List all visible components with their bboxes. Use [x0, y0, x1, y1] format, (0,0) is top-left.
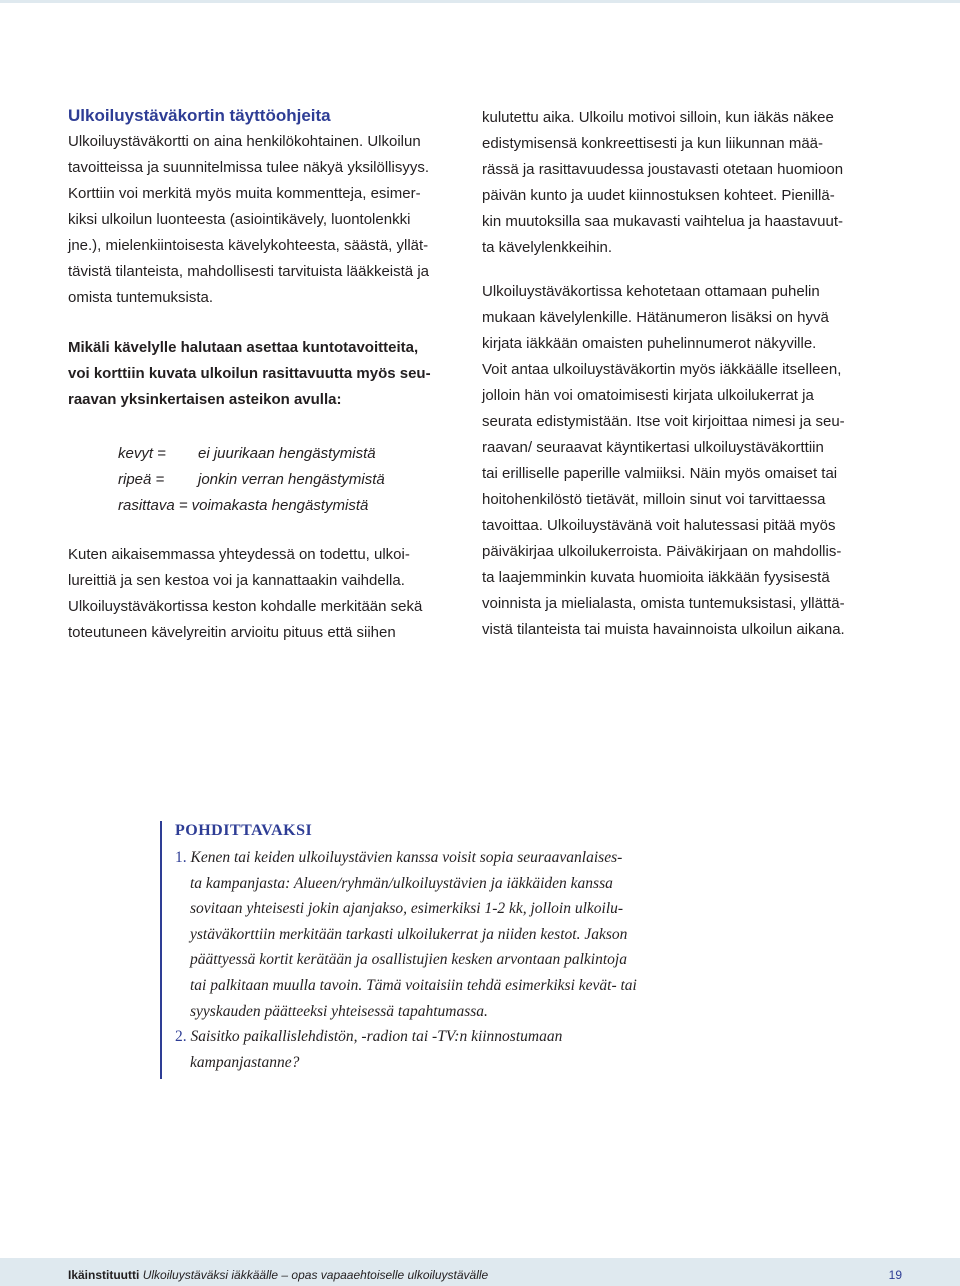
text-line: edistymisensä konkreettisesti ja kun liikunnan mää- — [482, 135, 823, 152]
text-line: tävistä tilanteista, mahdollisesti tarvituista lääkkeistä ja — [68, 263, 429, 280]
question-line: päättyessä kortit kerätään ja osallistujien kesken arvontaan palkintoja — [190, 951, 627, 969]
spacer — [482, 261, 882, 279]
text-line: jne.), mielenkiintoisesta kävelykohteesta, säästä, yllät- — [68, 237, 429, 254]
reflection-question — [175, 845, 735, 1024]
intro-paragraph — [68, 129, 468, 311]
question-number: 1. — [175, 849, 187, 866]
scale-row — [118, 493, 385, 519]
scale-term: ripeä = — [118, 471, 165, 488]
scale-term: rasittava = — [118, 497, 188, 514]
footer-publication-title: Ulkoiluystäväksi iäkkäälle – opas vapaaehtoiselle ulkoiluystävälle — [142, 1268, 489, 1282]
text-line: seurata edistymistään. Itse voit kirjoittaa nimesi ja seu- — [482, 413, 845, 430]
top-rule — [0, 0, 960, 3]
text-line: Ulkoiluystäväkortti on aina henkilökohtainen. Ulkoilun — [68, 133, 421, 150]
text-line: tavoittaa. Ulkoiluystävänä voit halutessasi pitää myös — [482, 517, 836, 534]
question-line: syyskauden päätteeksi yhteisessä tapahtumassa. — [190, 1002, 488, 1020]
text-line: Ulkoiluystäväkortissa keston kohdalle merkitään sekä — [68, 598, 423, 615]
text-line: tai erilliselle paperille valmiiksi. Näin myös omaiset tai — [482, 465, 838, 482]
reflection-question — [175, 1024, 735, 1075]
text-line: Kuten aikaisemmassa yhteydessä on todettu, ulkoi- — [68, 546, 410, 563]
phone-paragraph — [482, 279, 882, 643]
scale-row — [118, 467, 385, 493]
reflection-box — [160, 821, 735, 1079]
footer-brand: Ikäinstituutti — [68, 1268, 140, 1282]
text-line: jolloin hän voi omatoimisesti kirjata ulkoilukerrat ja — [482, 387, 814, 404]
question-line — [175, 1024, 735, 1050]
text-line: raavan yksinkertaisen asteikon avulla: — [68, 391, 342, 408]
footer-text — [68, 1268, 488, 1282]
text-line: Mikäli kävelylle halutaan asettaa kuntotavoitteita, — [68, 339, 419, 356]
text-line: mukaan kävelylenkille. Hätänumeron lisäksi on hyvä — [482, 309, 829, 326]
question-line — [175, 845, 735, 871]
question-line: ta kampanjasta: Alueen/ryhmän/ulkoiluystävien ja iäkkäiden kanssa — [190, 874, 613, 892]
text-line: lureittiä ja sen kestoa voi ja kannattaakin vaihdella. — [68, 572, 405, 589]
question-line: ystäväkorttiin merkitään tarkasti ulkoilukerrat ja niiden kestot. Jakson — [190, 925, 628, 943]
scale-description: jonkin verran hengästymistä — [198, 471, 385, 488]
reflection-title: POHDITTAVAKSI — [175, 822, 313, 839]
scale-description: voimakasta hengästymistä — [191, 497, 369, 514]
text-line: päiväkirjaa ulkoilukerroista. Päiväkirjaan on mahdollis- — [482, 543, 842, 560]
text-line: hoitohenkilöstö tietävät, milloin sinut voi tarvittaessa — [482, 491, 826, 508]
section-heading: Ulkoiluystäväkortin täyttöohjeita — [68, 106, 331, 125]
scale-row — [118, 441, 385, 467]
fitness-goal-paragraph — [68, 335, 468, 413]
scale-term: kevyt = — [118, 445, 166, 462]
question-text: Kenen tai keiden ulkoiluystävien kanssa voisit sopia seuraavanlaises- — [190, 849, 623, 866]
spacer — [68, 311, 468, 335]
scale-description: ei juurikaan hengästymistä — [198, 445, 376, 462]
text-line: toteutuneen kävelyreitin arvioitu pituus että siihen — [68, 624, 396, 641]
text-line: kirjata iäkkään omaisten puhelinnumerot näkyville. — [482, 335, 817, 352]
text-line: kiksi ulkoilun luonteesta (asiointikävely, luontolenkki — [68, 211, 411, 228]
left-column — [68, 103, 468, 413]
text-line: Korttiin voi merkitä myös muita kommentteja, esimer- — [68, 185, 421, 202]
question-line: sovitaan yhteisesti jokin ajanjakso, esimerkiksi 1-2 kk, jolloin ulkoilu- — [190, 900, 624, 918]
text-line: ta laajemminkin kuvata huomioita iäkkään fyysisestä — [482, 569, 830, 586]
text-line: rässä ja rasittavuudessa joustavasti otetaan huomioon — [482, 161, 844, 178]
text-line: vistä tilanteista tai muista havainnoista ulkoilun aikana. — [482, 621, 845, 638]
question-text: Saisitko paikallislehdistön, -radion tai -TV:n kiinnostumaan — [190, 1028, 563, 1046]
text-line: kulutettu aika. Ulkoilu motivoi silloin, kun iäkäs näkee — [482, 109, 834, 126]
text-line: tavoitteissa ja suunnitelmissa tulee näkyä yksilöllisyys. — [68, 159, 429, 176]
question-line: kampanjastanne? — [190, 1053, 300, 1071]
text-line: raavan/ seuraavat käyntikertasi ulkoiluystäväkorttiin — [482, 439, 824, 456]
page-number: 19 — [888, 1268, 902, 1282]
exertion-scale — [118, 441, 385, 519]
text-line: Voit antaa ulkoiluystäväkortin myös iäkkäälle itselleen, — [482, 361, 842, 378]
text-line: Ulkoiluystäväkortissa kehotetaan ottamaan puhelin — [482, 283, 820, 300]
text-line: omista tuntemuksista. — [68, 289, 214, 306]
question-number: 2. — [175, 1028, 187, 1046]
text-line: kin muutoksilla saa mukavasti vaihtelua ja haastavuut- — [482, 213, 844, 230]
page-footer — [0, 1258, 960, 1286]
text-line: päivän kunto ja uudet kiinnostuksen kohteet. Pienillä- — [482, 187, 835, 204]
text-line: ta kävelylenkkeihin. — [482, 239, 613, 256]
duration-paragraph — [68, 542, 468, 646]
text-line: voinnista ja mielialasta, omista tuntemuksistasi, yllättä- — [482, 595, 845, 612]
text-line: voi korttiin kuvata ulkoilun rasittavuutta myös seu- — [68, 365, 431, 382]
right-column — [482, 105, 882, 643]
motivation-paragraph — [482, 105, 882, 261]
question-line: tai palkitaan muulla tavoin. Tämä voitaisiin tehdä esimerkiksi kevät- tai — [190, 976, 637, 994]
